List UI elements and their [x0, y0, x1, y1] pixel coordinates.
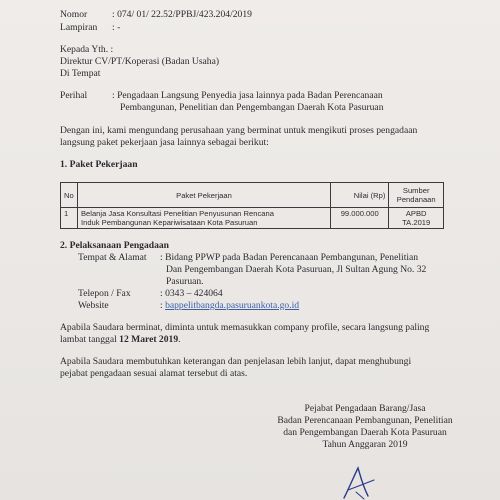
closing-line2: Badan Perencanaan Pembangunan, Penelitian	[277, 415, 453, 426]
tempat-line3: Pasuruan.	[166, 276, 204, 287]
closing-line1: Pejabat Pengadaan Barang/Jasa	[304, 403, 426, 414]
closing-line4: Tahun Anggaran 2019	[322, 439, 408, 450]
para1-line2-pre: lambat tanggal	[60, 334, 120, 345]
para1-line1: Apabila Saudara berminat, diminta untuk memasukkan company profile, secara langsung paling	[60, 322, 430, 333]
para2-line2: pejabat pengadaan sesuai alamat tersebut di atas.	[60, 368, 248, 379]
deadline-date: 12 Maret 2019	[119, 334, 179, 345]
row-paket-line2: Induk Pembangunan Kepariwisataan Kota Pasuruan	[80, 218, 258, 227]
nomor-label: Nomor	[60, 9, 88, 20]
section2-heading: 2. Pelaksanaan Pengadaan	[60, 240, 170, 251]
row-paket-line1: Belanja Jasa Konsultasi Penelitian Penyusunan Rencana	[80, 209, 274, 218]
website-link[interactable]: bappelitbangda.pasuruankota.go.id	[165, 300, 300, 311]
recipient-line2: Direktur CV/PT/Koperasi (Badan Usaha)	[60, 56, 220, 67]
table-row	[61, 208, 444, 229]
col-paket: Paket Pekerjaan	[77, 183, 330, 208]
signature-mark	[338, 462, 378, 500]
lampiran-label: Lampiran	[60, 22, 98, 33]
para1-line2	[60, 334, 181, 346]
col-sumber: Sumber Pendanaan	[389, 183, 444, 208]
perihal-line2: Pembangunan, Penelitian dan Pengembangan Daerah Kota Pasuruan	[120, 102, 384, 113]
closing-block	[250, 403, 480, 451]
tempat-label: Tempat & Alamat	[78, 252, 147, 263]
col-nilai: Nilai (Rp)	[331, 183, 389, 208]
row-sumber-line2: TA.2019	[402, 218, 431, 227]
tempat-line1: : Bidang PPWP pada Badan Perencanaan Pembangunan, Penelitian	[160, 252, 419, 263]
tempat-line2: Dan Pengembangan Daerah Kota Pasuruan, Jl Sultan Agung No. 32	[166, 264, 427, 275]
website-row	[160, 300, 299, 312]
website-label: Website	[78, 300, 109, 311]
intro-line1: Dengan ini, kami mengundang perusahaan yang berminat untuk mengikuti proses pengadaan	[60, 125, 418, 136]
row-sumber-line1: APBD	[405, 209, 427, 218]
intro-line2: langsung paket pekerjaan jasa lainnya sebagai berikut:	[60, 137, 269, 148]
nomor-value: : 074/ 01/ 22.52/PPBJ/423.204/2019	[112, 9, 252, 20]
website-colon: :	[160, 300, 166, 311]
para1-line2-post: .	[178, 334, 181, 345]
recipient-line3: Di Tempat	[60, 68, 101, 79]
row-paket	[77, 208, 330, 229]
para2-line1: Apabila Saudara membutuhkan keterangan dan penjelasan lebih lanjut, dapat menghubungi	[60, 356, 412, 367]
perihal-line1: : Pengadaan Langsung Penyedia jasa lainnya pada Badan Perencanaan	[112, 90, 383, 101]
row-nilai: 99.000.000	[331, 208, 389, 229]
closing-line3: dan Pengembangan Daerah Kota Pasuruan	[283, 427, 447, 438]
row-no: 1	[61, 208, 78, 229]
paket-table	[60, 182, 444, 229]
col-no: No	[61, 183, 78, 208]
section1-heading: 1. Paket Pekerjaan	[60, 159, 138, 170]
telepon-label: Telepon / Fax	[78, 288, 131, 299]
telepon-value: : 0343 – 424064	[160, 288, 223, 299]
table-header-row	[61, 183, 444, 208]
perihal-label: Perihal	[60, 90, 88, 101]
lampiran-value: : -	[112, 22, 121, 33]
row-sumber	[389, 208, 444, 229]
recipient-line1: Kepada Yth. :	[60, 44, 114, 55]
